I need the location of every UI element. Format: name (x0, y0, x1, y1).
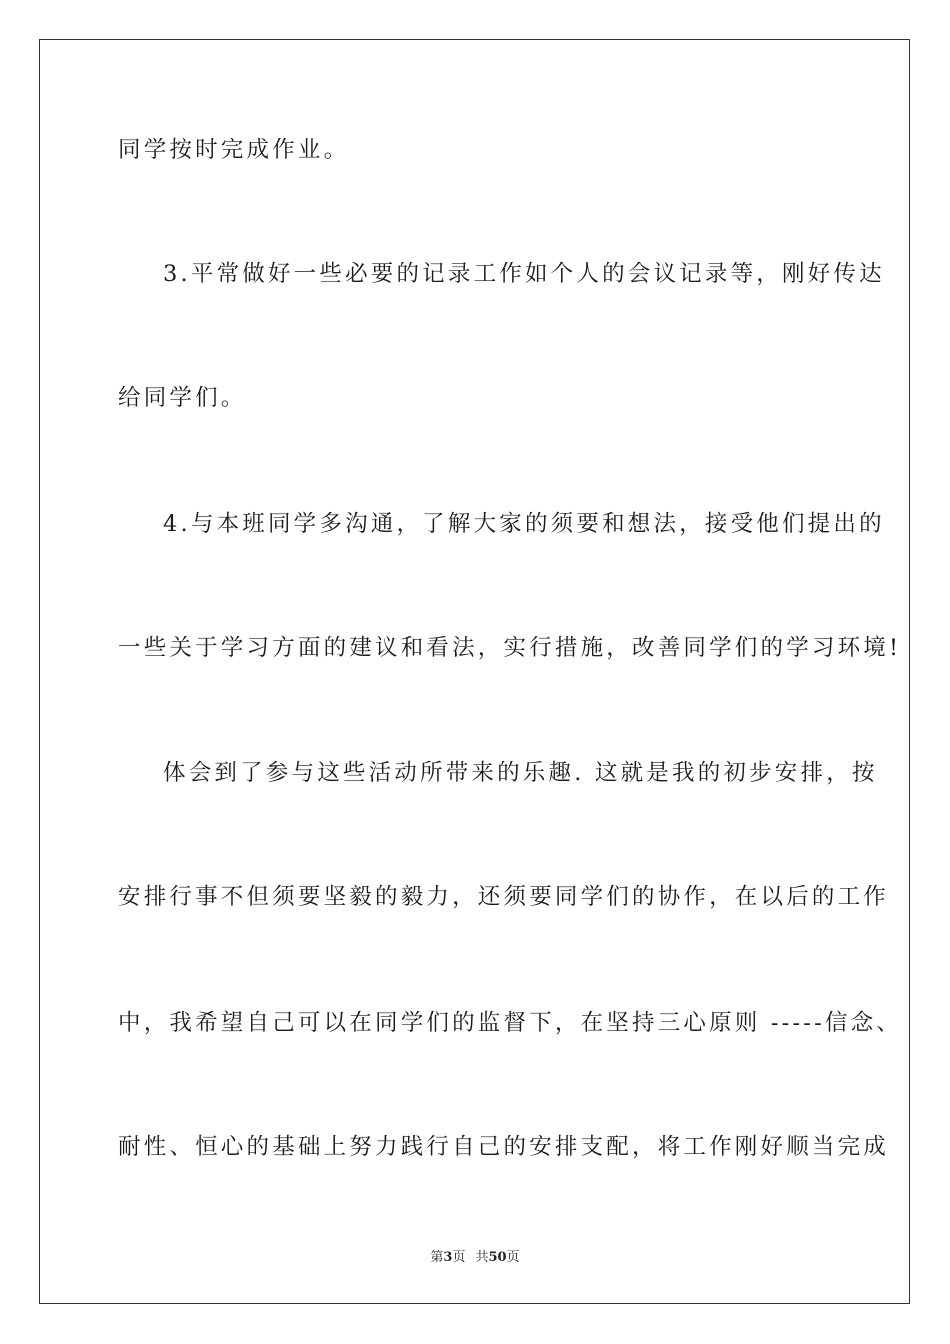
text-line-1: 同学按时完成作业。 (118, 137, 350, 163)
page-suffix: 页 (452, 1250, 466, 1265)
total-suffix: 页 (506, 1250, 520, 1265)
page-number: 3 (443, 1250, 453, 1265)
total-pages: 50 (488, 1250, 507, 1265)
total-prefix: 共 (475, 1250, 489, 1265)
text-line-5: 一些关于学习方面的建议和看法，实行措施，改善同学们的学习环境! (118, 635, 902, 661)
text-line-9: 耐性、恒心的基础上努力践行自己的安排支配，将工作刚好顺当完成 (118, 1134, 890, 1160)
page-prefix: 第 (430, 1250, 444, 1265)
text-line-8: 中，我希望自己可以在同学们的监督下，在坚持三心原则 -----信念、 (118, 1010, 902, 1036)
text-line-6: 体会到了参与这些活动所带来的乐趣. 这就是我的初步安排，按 (163, 760, 878, 786)
text-line-2: 3.平常做好一些必要的记录工作如个人的会议记录等，刚好传达 (163, 261, 885, 287)
text-line-4: 4.与本班同学多沟通，了解大家的须要和想法，接受他们提出的 (163, 511, 885, 537)
text-line-7: 安排行事不但须要坚毅的毅力，还须要同学们的协作，在以后的工作 (118, 884, 890, 910)
text-line-3: 给同学们。 (118, 385, 247, 411)
page-footer (0, 1246, 950, 1265)
page-border (39, 39, 910, 1304)
